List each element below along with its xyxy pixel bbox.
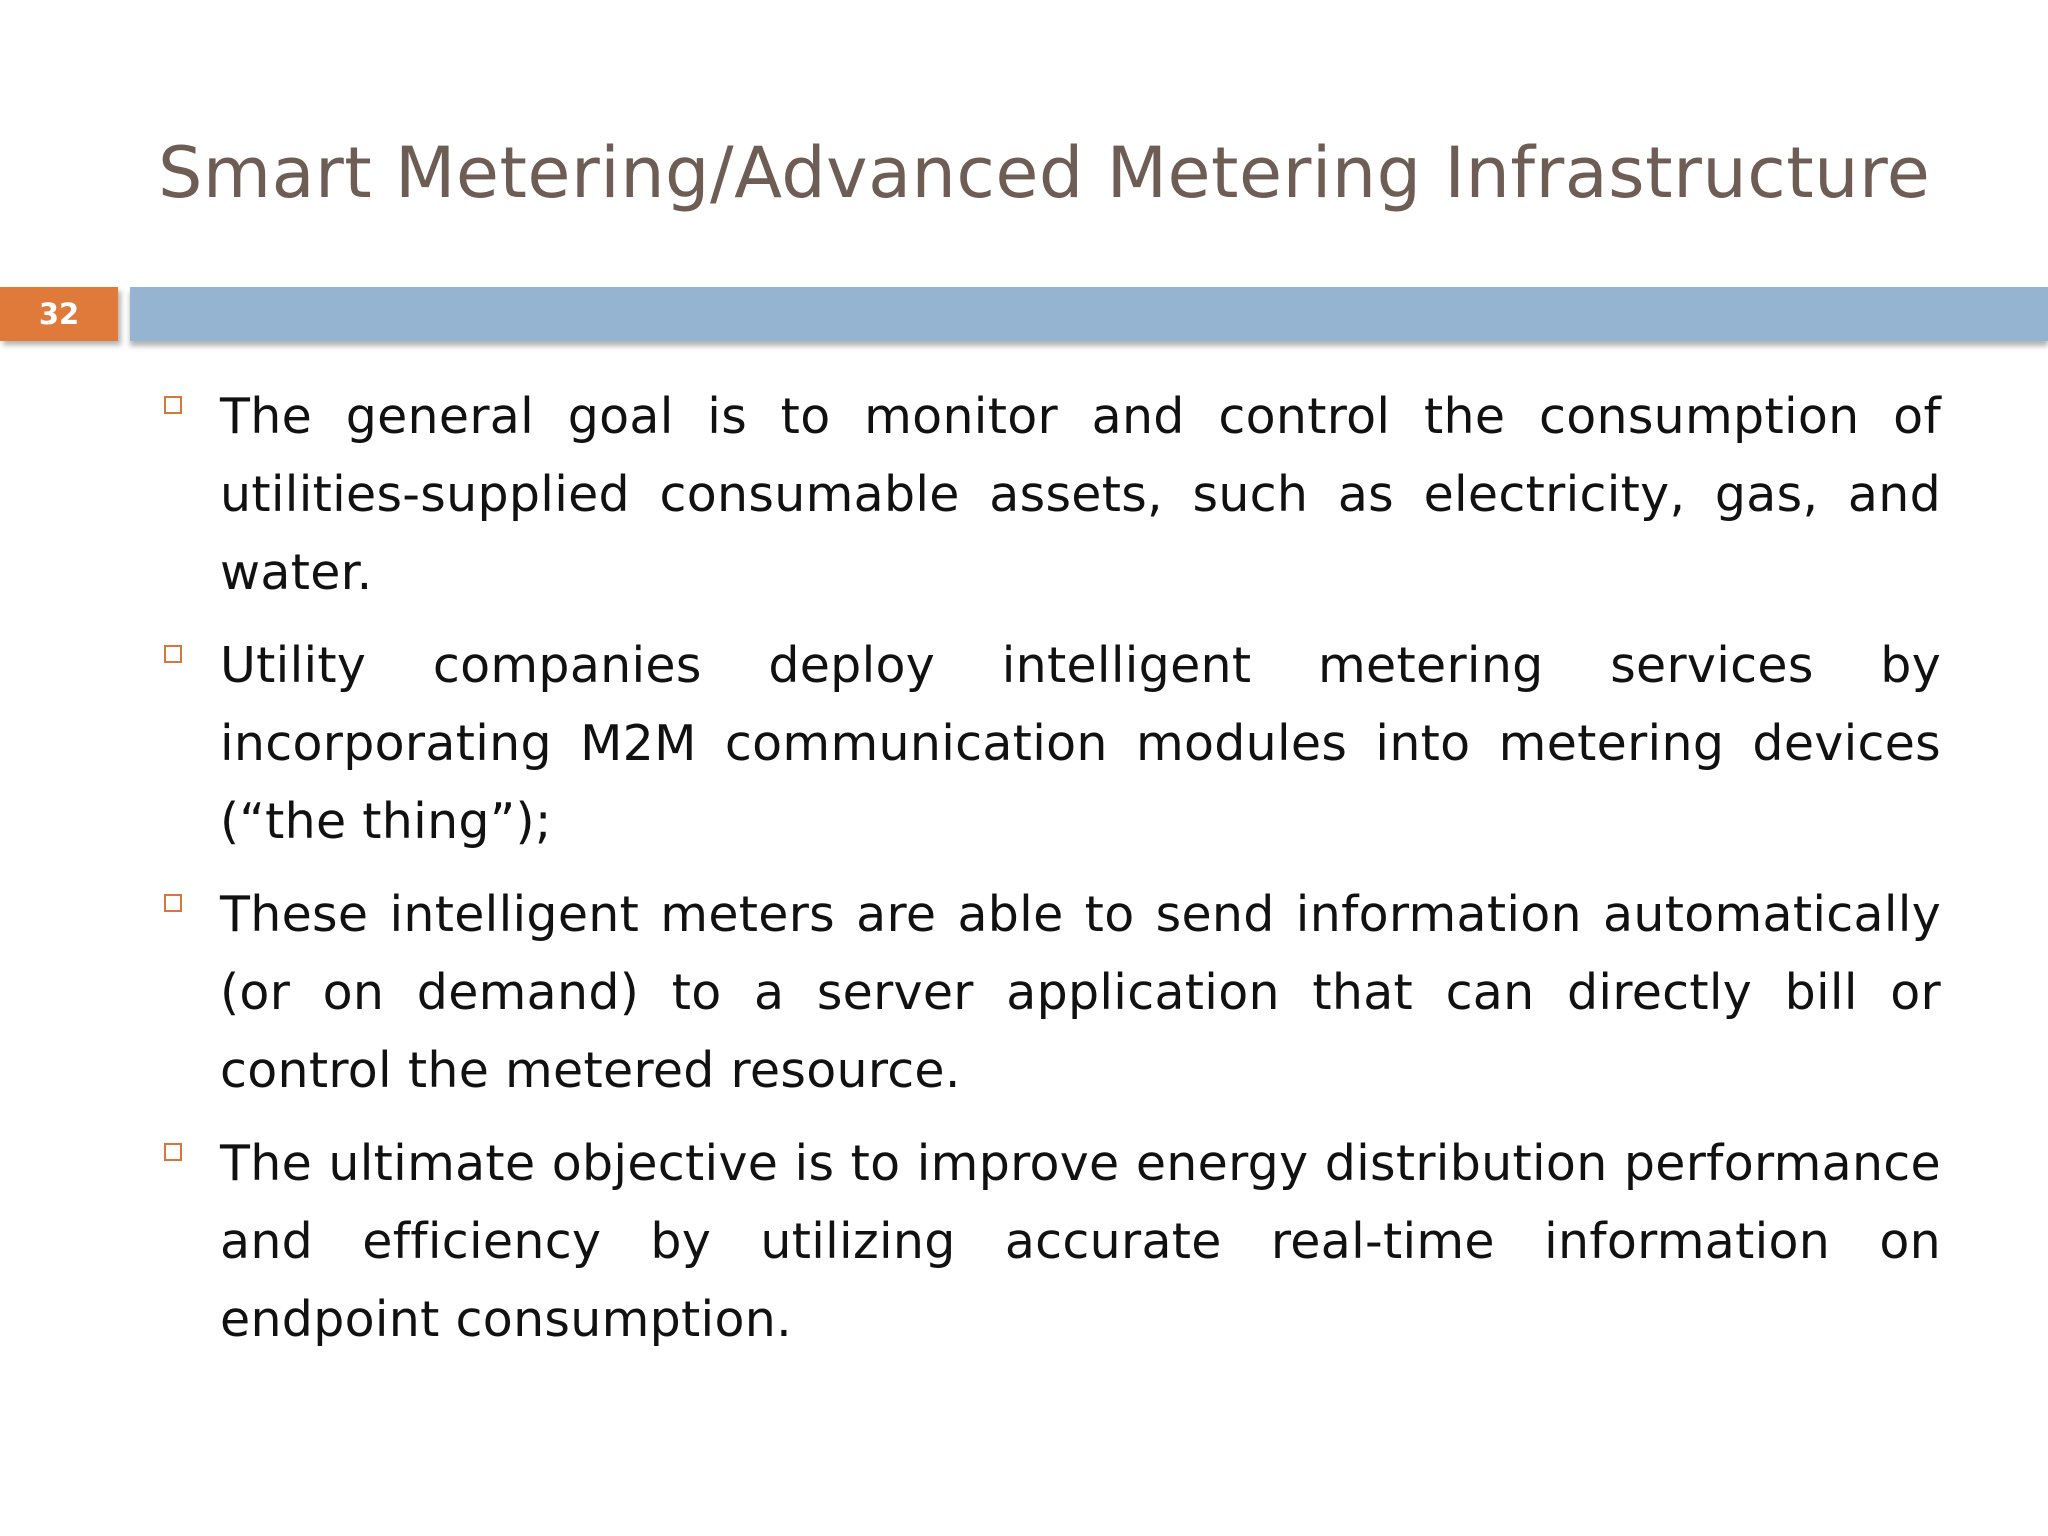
bullet-item — [158, 378, 1941, 612]
bullet-text: The general goal is to monitor and control the consumption of utilities-supplied consumable assets, such as electricity, gas, and water. — [220, 388, 1941, 601]
page-number-badge — [0, 287, 118, 341]
bullet-text: Utility companies deploy intelligent metering services by incorporating M2M communication modules into metering devices (“the thing”); — [220, 637, 1941, 850]
title-divider-bar — [130, 287, 2048, 341]
square-bullet-icon — [164, 645, 182, 663]
slide-title: Smart Metering/Advanced Metering Infrastructure — [158, 132, 1931, 214]
square-bullet-icon — [164, 396, 182, 414]
bullet-item — [158, 627, 1941, 861]
bullet-list — [158, 378, 1941, 1374]
bullet-item — [158, 876, 1941, 1110]
bullet-item — [158, 1125, 1941, 1359]
bullet-text: The ultimate objective is to improve energy distribution performance and efficiency by utilizing accurate real-time information on endpoint consumption. — [220, 1135, 1941, 1348]
page-number: 32 — [38, 297, 80, 331]
square-bullet-icon — [164, 1143, 182, 1161]
square-bullet-icon — [164, 894, 182, 912]
bullet-text: These intelligent meters are able to send information automatically (or on demand) to a server application that can directly bill or control the metered resource. — [220, 886, 1941, 1099]
